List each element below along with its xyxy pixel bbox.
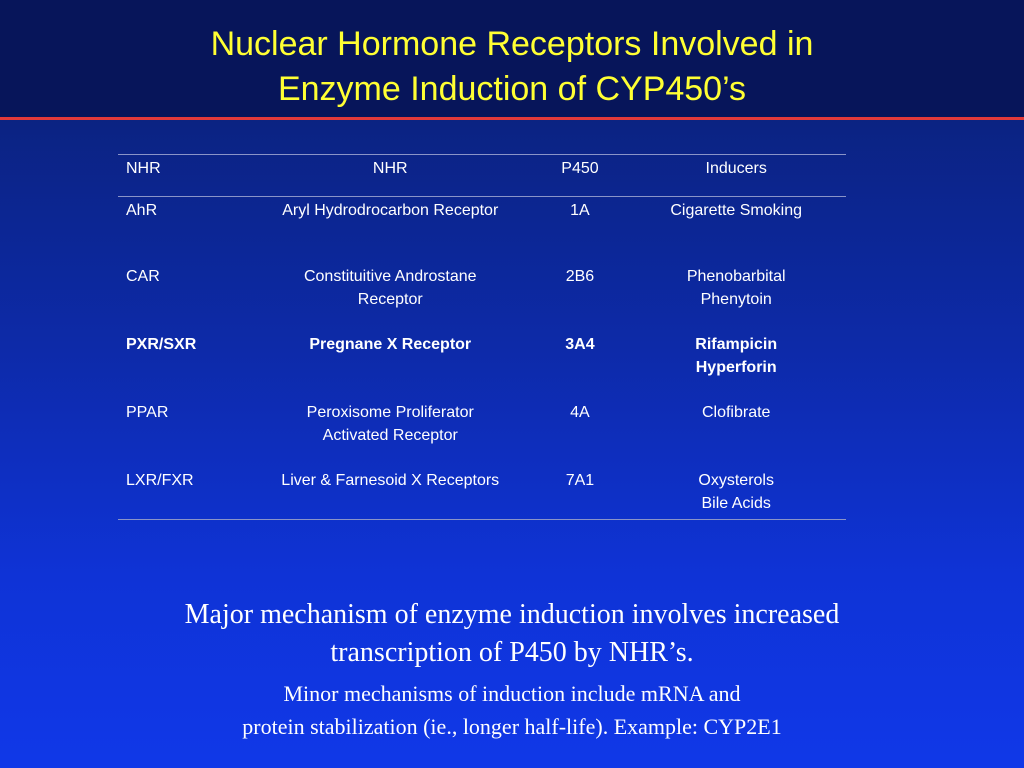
inducers	[626, 263, 846, 331]
nhr-name-line: Receptor	[357, 291, 423, 308]
inducer-item: Oxysterols	[698, 472, 774, 489]
inducer-item: Cigarette Smoking	[670, 202, 802, 219]
main-mechanism-line-1: Major mechanism of enzyme induction involves increased	[184, 599, 840, 630]
table-row	[118, 263, 846, 331]
p450-family: 4A	[570, 404, 590, 421]
inducers	[626, 197, 846, 264]
p450-family: 1A	[570, 202, 590, 219]
inducer-item: Clofibrate	[701, 404, 771, 421]
p450-family: 3A4	[565, 336, 595, 353]
header-p450: P450	[561, 160, 599, 177]
minor-mechanism-line-2: protein stabilization (ie., longer half-life). Example: CYP2E1	[242, 714, 782, 739]
nhr-name-line: Activated Receptor	[322, 427, 458, 444]
inducer-item: Hyperforin	[695, 359, 777, 376]
table-row	[118, 197, 846, 264]
inducer-item: Bile Acids	[701, 495, 771, 512]
title-line-1: Nuclear Hormone Receptors Involved in	[210, 25, 814, 63]
header-nhr-name: NHR	[372, 160, 408, 177]
nhr-name	[247, 197, 534, 264]
nhr-name-line: Pregnane X Receptor	[309, 336, 472, 353]
nhr-abbr: PXR/SXR	[126, 336, 197, 353]
nhr-table	[118, 154, 846, 520]
table-row	[118, 399, 846, 467]
table-row-highlighted	[118, 331, 846, 399]
main-mechanism-line-2: transcription of P450 by NHR’s.	[330, 637, 694, 668]
title-divider	[0, 117, 1024, 120]
header-inducers: Inducers	[705, 160, 767, 177]
nhr-name	[247, 263, 534, 331]
slide-title	[0, 22, 1024, 112]
inducers	[626, 331, 846, 399]
nhr-name-line: Aryl Hydrodrocarbon Receptor	[282, 202, 499, 219]
nhr-abbr: CAR	[126, 268, 160, 285]
nhr-name	[247, 331, 534, 399]
nhr-name-line: Constituitive Androstane	[303, 268, 477, 285]
nhr-name	[247, 399, 534, 467]
nhr-abbr: AhR	[126, 202, 158, 219]
main-mechanism-text	[0, 596, 1024, 672]
header-nhr-abbr: NHR	[126, 160, 161, 177]
nhr-name-line: Peroxisome Proliferator	[306, 404, 474, 421]
nhr-name	[247, 467, 534, 520]
table-header-row	[118, 155, 846, 197]
inducer-item: Rifampicin	[695, 336, 778, 353]
nhr-abbr: LXR/FXR	[126, 472, 194, 489]
table-row	[118, 467, 846, 520]
nhr-name-line: Liver & Farnesoid X Receptors	[281, 472, 500, 489]
minor-mechanism-text	[0, 677, 1024, 743]
title-line-2: Enzyme Induction of CYP450’s	[277, 70, 747, 108]
inducer-item: Phenobarbital	[686, 268, 786, 285]
minor-mechanism-line-1: Minor mechanisms of induction include mRNA and	[283, 681, 741, 706]
nhr-abbr: PPAR	[126, 404, 169, 421]
inducers	[626, 399, 846, 467]
inducers	[626, 467, 846, 520]
p450-family: 7A1	[565, 472, 595, 489]
p450-family: 2B6	[565, 268, 595, 285]
inducer-item: Phenytoin	[700, 291, 772, 308]
